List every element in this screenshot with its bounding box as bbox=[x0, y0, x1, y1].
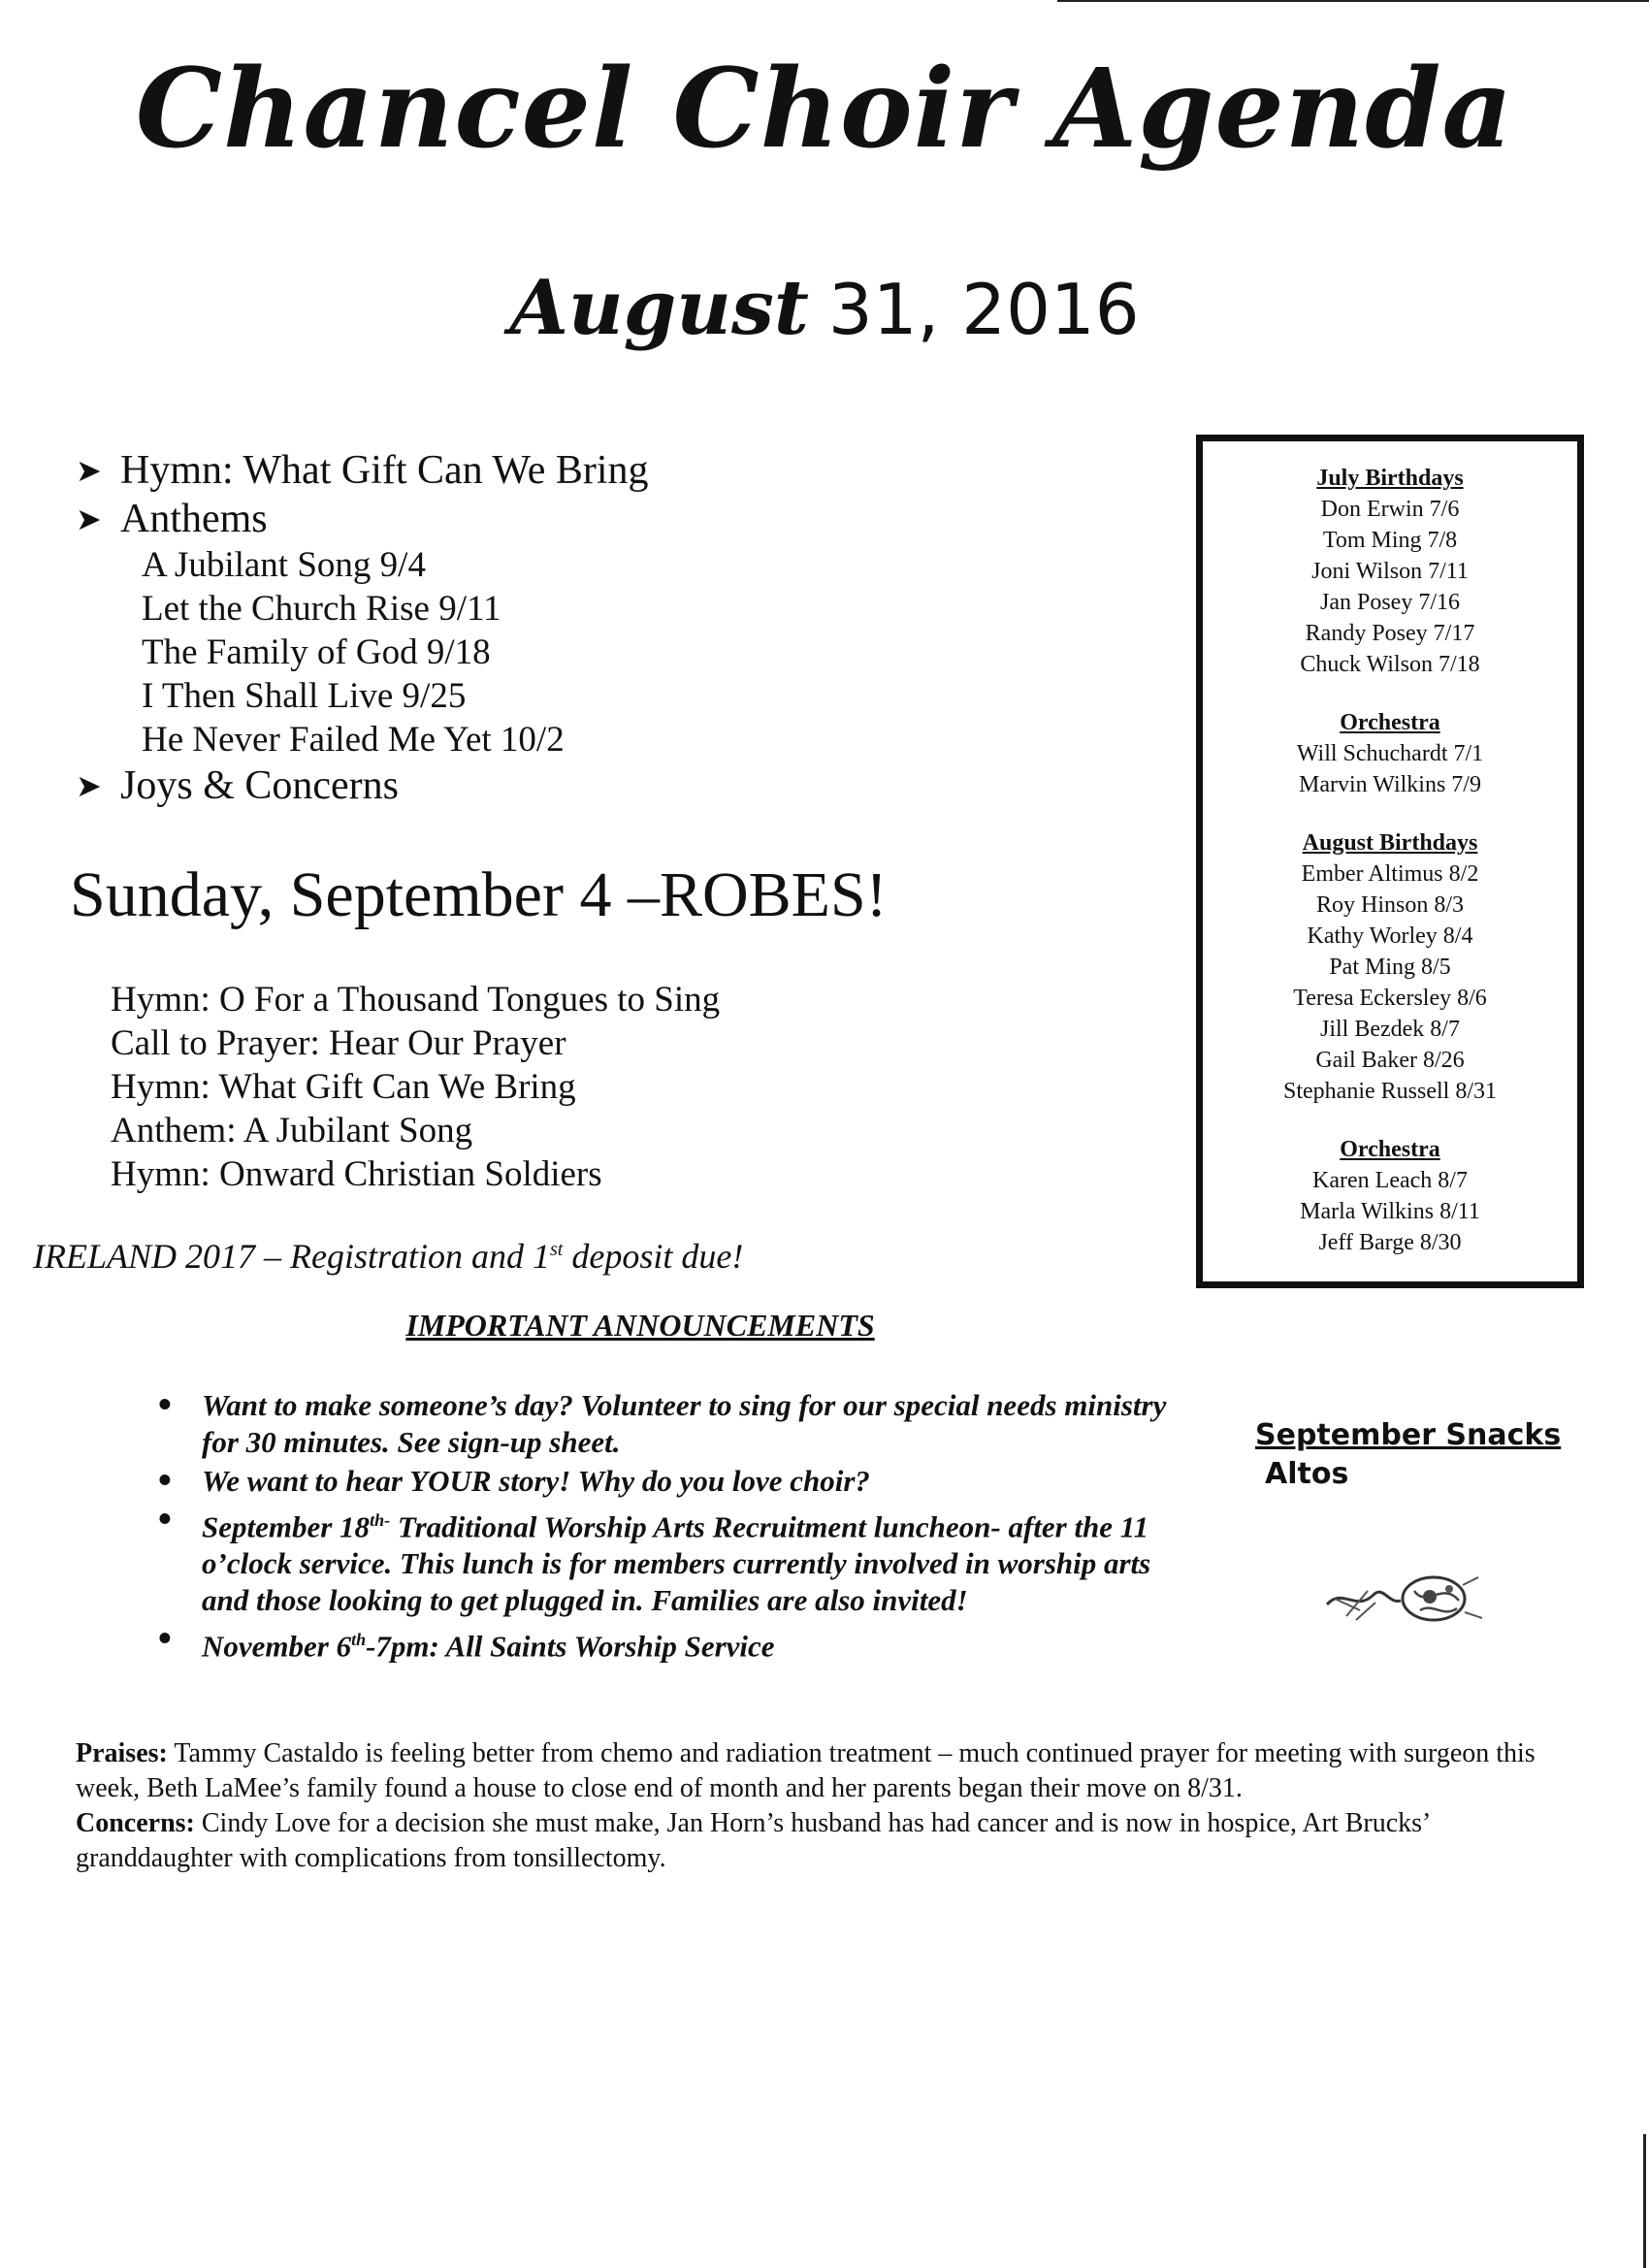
concerns-paragraph bbox=[76, 1806, 1560, 1876]
birthday-entry: Karen Leach 8/7 bbox=[1312, 1168, 1468, 1193]
spacer bbox=[1203, 800, 1577, 827]
praises-label: Praises: bbox=[76, 1738, 168, 1768]
birthday-entry: Marvin Wilkins 7/9 bbox=[1299, 772, 1481, 797]
agenda-hymn-text: Hymn: What Gift Can We Bring bbox=[120, 448, 649, 493]
birthday-entry: Joni Wilson 7/11 bbox=[1311, 559, 1469, 584]
announcement-item bbox=[155, 1502, 1183, 1619]
sunday-heading: Sunday, September 4 –ROBES! bbox=[70, 859, 888, 930]
birthday-entry: Pat Ming 8/5 bbox=[1329, 955, 1451, 980]
announcement-text: September 18 bbox=[202, 1509, 371, 1544]
announcement-text: November 6 bbox=[202, 1629, 352, 1664]
service-item: Hymn: Onward Christian Soldiers bbox=[111, 1154, 602, 1194]
spacer bbox=[1203, 1107, 1577, 1134]
ireland-text: IRELAND 2017 – Registration and 1 bbox=[33, 1237, 550, 1276]
bullet-icon: • bbox=[155, 1388, 175, 1423]
agenda-item-joys bbox=[76, 761, 649, 810]
arrow-bullet-icon: ➤ bbox=[76, 501, 102, 537]
birthday-entry: Jill Bezdek 8/7 bbox=[1320, 1017, 1460, 1042]
birthday-entry: Ember Altimus 8/2 bbox=[1301, 861, 1479, 887]
birthday-entry: Jeff Barge 8/30 bbox=[1318, 1230, 1462, 1255]
agenda-list bbox=[76, 446, 649, 810]
page-title: Chancel Choir Agenda bbox=[135, 46, 1514, 173]
announcement-text: Want to make someone’s day? Volunteer to sing for our special needs ministry for 30 minutes. See sign-up sheet. bbox=[202, 1388, 1167, 1459]
ireland-superscript: st bbox=[550, 1239, 564, 1260]
bullet-icon: • bbox=[155, 1622, 175, 1658]
announcements-list bbox=[155, 1387, 1183, 1668]
announcement-superscript: th- bbox=[370, 1510, 391, 1530]
anthem-item: He Never Failed Me Yet 10/2 bbox=[142, 720, 565, 760]
anthem-list bbox=[76, 543, 649, 761]
birthday-entry: Chuck Wilson 7/18 bbox=[1300, 652, 1480, 677]
anthems-heading: Anthems bbox=[120, 497, 268, 541]
announcement-superscript: th bbox=[351, 1630, 367, 1650]
announcement-text-end: Traditional Worship Arts Recruitment luncheon- after the 11 o’clock service. This lunch is for members currently involved in worship arts and those looking to get plugged in. Families are also invited! bbox=[202, 1509, 1151, 1618]
birthday-entry: Tom Ming 7/8 bbox=[1322, 528, 1458, 553]
ireland-text-end: deposit due! bbox=[563, 1237, 744, 1276]
service-item: Call to Prayer: Hear Our Prayer bbox=[111, 1023, 566, 1063]
july-birthdays-heading: July Birthdays bbox=[1316, 466, 1464, 491]
anthem-item: A Jubilant Song 9/4 bbox=[142, 545, 426, 585]
snacks-heading: September Snacks bbox=[1255, 1418, 1562, 1452]
anthem-item: I Then Shall Live 9/25 bbox=[142, 676, 467, 716]
arrow-bullet-icon: ➤ bbox=[76, 767, 102, 804]
concerns-label: Concerns: bbox=[76, 1808, 195, 1838]
agenda-item-hymn bbox=[76, 446, 649, 495]
concerns-text: Cindy Love for a decision she must make, Jan Horn’s husband has had cancer and is now in hospice, Art Brucks’ granddaughter with complications from tonsillectomy. bbox=[76, 1808, 1430, 1873]
bullet-icon: • bbox=[155, 1503, 175, 1538]
prayer-notes bbox=[76, 1736, 1560, 1876]
announcement-item bbox=[155, 1621, 1183, 1665]
bullet-icon: • bbox=[155, 1464, 175, 1499]
birthdays-box bbox=[1196, 435, 1584, 1288]
service-item: Anthem: A Jubilant Song bbox=[111, 1111, 473, 1150]
service-item: Hymn: O For a Thousand Tongues to Sing bbox=[111, 980, 721, 1020]
date-month: August bbox=[509, 264, 809, 352]
birthday-entry: Kathy Worley 8/4 bbox=[1307, 923, 1473, 949]
birthday-entry: Stephanie Russell 8/31 bbox=[1283, 1079, 1497, 1104]
announcement-item bbox=[155, 1463, 1183, 1500]
snacks-block bbox=[1255, 1416, 1561, 1494]
birthday-entry: Gail Baker 8/26 bbox=[1315, 1048, 1465, 1073]
sunday-service-list bbox=[111, 978, 720, 1196]
birthday-entry: Roy Hinson 8/3 bbox=[1315, 892, 1464, 918]
snacks-section: Altos bbox=[1265, 1457, 1349, 1491]
announcement-text: We want to hear YOUR story! Why do you love choir? bbox=[202, 1464, 870, 1498]
scribble-clipart-icon bbox=[1317, 1562, 1492, 1639]
spacer bbox=[1203, 680, 1577, 707]
ireland-notice bbox=[33, 1236, 743, 1277]
announcement-text-end: -7pm: All Saints Worship Service bbox=[366, 1629, 775, 1664]
birthday-entry: Teresa Eckersley 8/6 bbox=[1293, 986, 1487, 1011]
agenda-date bbox=[0, 260, 1649, 378]
anthem-item: Let the Church Rise 9/11 bbox=[142, 589, 501, 629]
announcement-item bbox=[155, 1387, 1183, 1461]
date-day-year: 31, 2016 bbox=[827, 269, 1140, 350]
birthday-entry: Randy Posey 7/17 bbox=[1305, 621, 1475, 646]
arrow-bullet-icon: ➤ bbox=[76, 452, 102, 489]
announcements-heading: IMPORTANT ANNOUNCEMENTS bbox=[405, 1308, 875, 1343]
august-orchestra-heading: Orchestra bbox=[1340, 1137, 1440, 1162]
birthday-entry: Will Schuchardt 7/1 bbox=[1296, 741, 1484, 766]
scan-edge-line bbox=[1643, 2134, 1646, 2268]
praises-text: Tammy Castaldo is feeling better from chemo and radiation treatment – much continued prayer for meeting with surgeon this week, Beth LaMee’s family found a house to close end of month and her parents began their move on 8/31. bbox=[76, 1738, 1536, 1803]
birthday-entry: Marla Wilkins 8/11 bbox=[1300, 1199, 1480, 1224]
birthday-entry: Don Erwin 7/6 bbox=[1320, 497, 1460, 522]
agenda-item-anthems bbox=[76, 495, 649, 543]
scan-edge-line bbox=[1057, 0, 1649, 2]
service-item: Hymn: What Gift Can We Bring bbox=[111, 1067, 576, 1107]
joys-concerns-text: Joys & Concerns bbox=[120, 763, 399, 808]
july-orchestra-heading: Orchestra bbox=[1340, 710, 1440, 735]
anthem-item: The Family of God 9/18 bbox=[142, 632, 491, 672]
august-birthdays-heading: August Birthdays bbox=[1302, 830, 1478, 856]
praises-paragraph bbox=[76, 1736, 1560, 1806]
birthday-entry: Jan Posey 7/16 bbox=[1320, 590, 1460, 615]
